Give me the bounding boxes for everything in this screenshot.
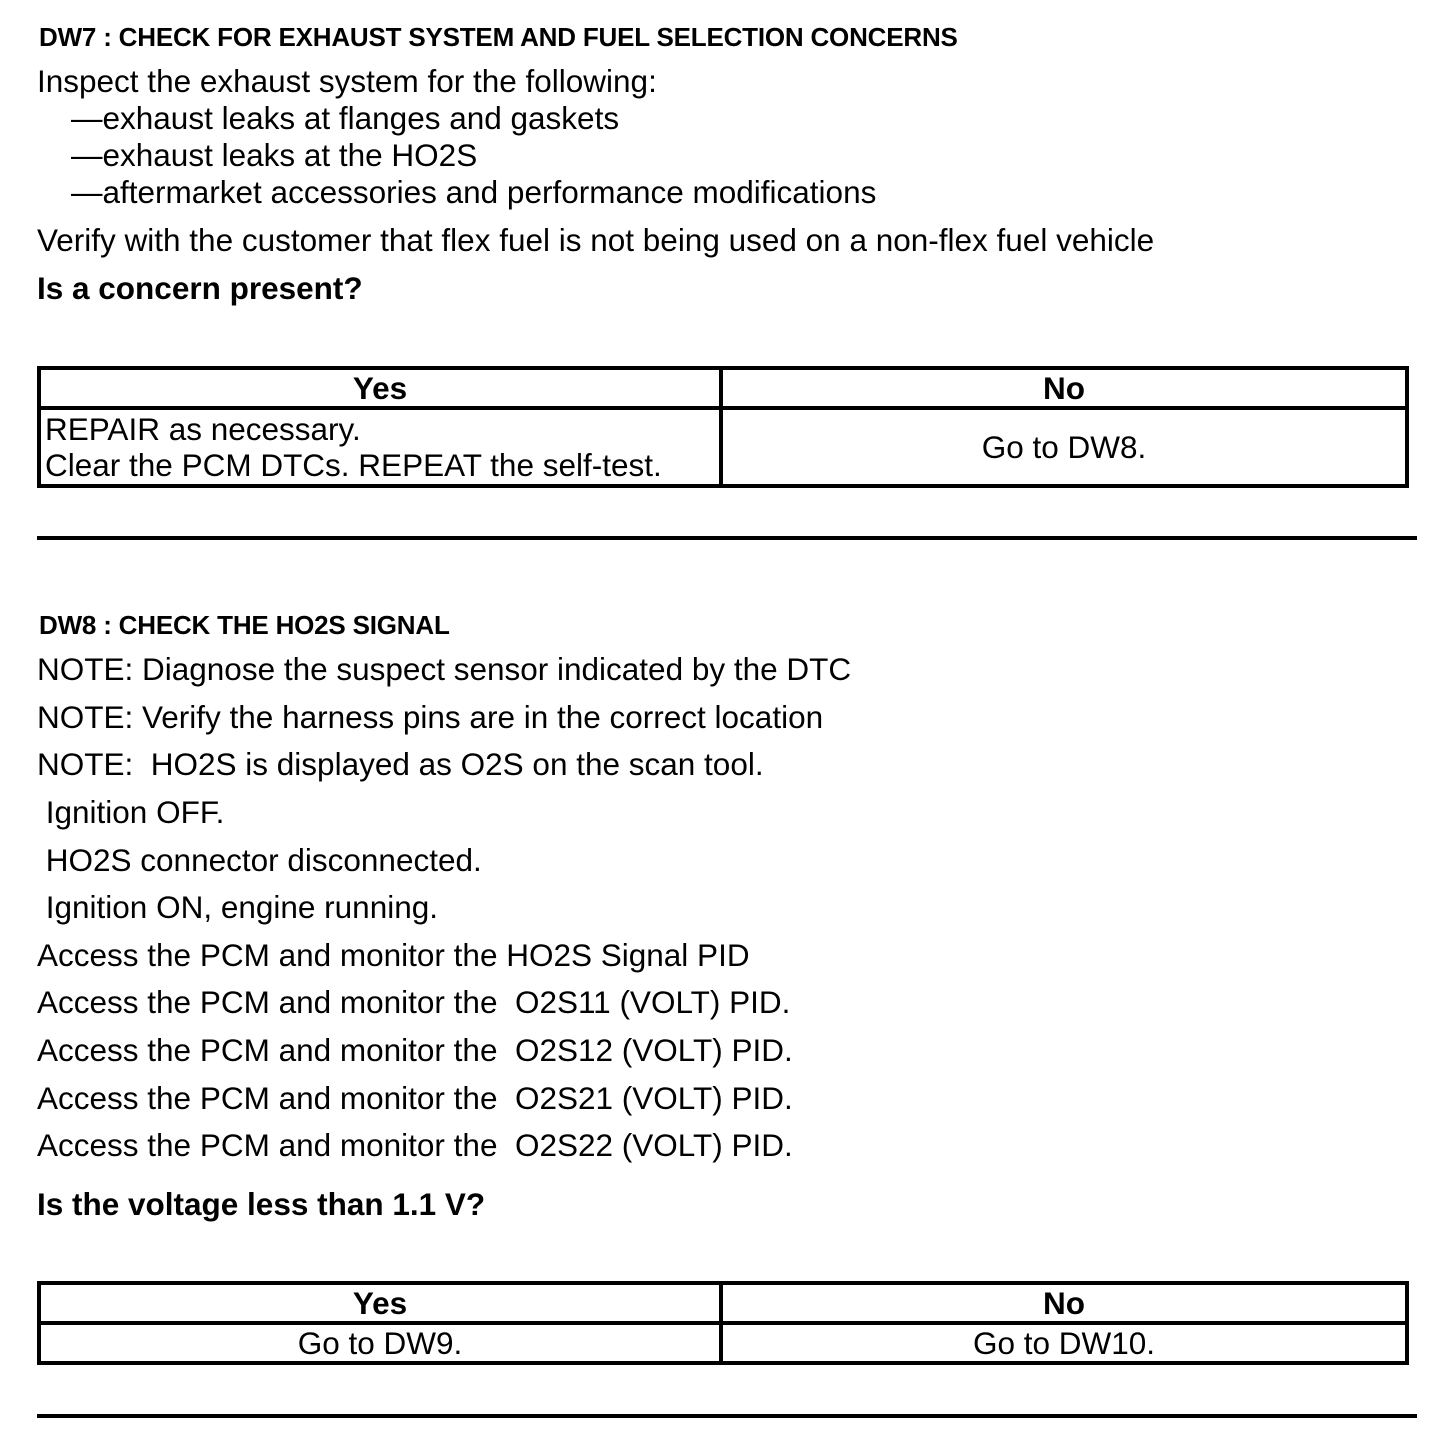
- intro-text: Inspect the exhaust system for the following:: [37, 63, 657, 99]
- condition-text: HO2S connector disconnected.: [37, 842, 482, 878]
- instruction-text: Access the PCM and monitor the O2S11 (VOLT) PID.: [37, 984, 791, 1020]
- question-text: Is a concern present?: [37, 270, 363, 306]
- note-text: NOTE: HO2S is displayed as O2S on the scan tool.: [37, 746, 764, 782]
- instruction-text: Access the PCM and monitor the O2S22 (VOLT) PID.: [37, 1127, 793, 1163]
- step-title: DW7 : CHECK FOR EXHAUST SYSTEM AND FUEL SELECTION CONCERNS: [39, 22, 958, 52]
- list-item: —exhaust leaks at the HO2S: [71, 137, 478, 173]
- no-header: No: [721, 1283, 1407, 1323]
- condition-text: Ignition OFF.: [37, 794, 225, 830]
- note-text: NOTE: Verify the harness pins are in the correct location: [37, 699, 824, 735]
- yes-no-table: [37, 1281, 1409, 1365]
- section-divider: [37, 536, 1417, 540]
- yes-no-table: [37, 366, 1409, 488]
- instruction-text: Access the PCM and monitor the HO2S Signal PID: [37, 937, 750, 973]
- note-text: NOTE: Diagnose the suspect sensor indicated by the DTC: [37, 651, 852, 687]
- yes-header: Yes: [39, 1283, 721, 1323]
- yes-action: [39, 408, 721, 486]
- list-item: —exhaust leaks at flanges and gaskets: [71, 100, 620, 136]
- instruction-text: Access the PCM and monitor the O2S12 (VOLT) PID.: [37, 1032, 793, 1068]
- section-divider: [37, 1414, 1417, 1418]
- condition-text: Ignition ON, engine running.: [37, 889, 439, 925]
- yes-header: Yes: [39, 368, 721, 408]
- no-action: Go to DW10.: [721, 1323, 1407, 1363]
- question-text: Is the voltage less than 1.1 V?: [37, 1186, 486, 1222]
- no-header: No: [721, 368, 1407, 408]
- list-item: —aftermarket accessories and performance modifications: [71, 174, 877, 210]
- verify-text: Verify with the customer that flex fuel is not being used on a non-flex fuel vehicle: [37, 222, 1155, 258]
- yes-action: Go to DW9.: [39, 1323, 721, 1363]
- no-action: Go to DW8.: [721, 408, 1407, 486]
- step-title: DW8 : CHECK THE HO2S SIGNAL: [39, 610, 450, 640]
- yes-action-line: Clear the PCM DTCs. REPEAT the self-test.: [45, 447, 662, 483]
- instruction-text: Access the PCM and monitor the O2S21 (VOLT) PID.: [37, 1080, 793, 1116]
- yes-action-line: REPAIR as necessary.: [45, 411, 361, 447]
